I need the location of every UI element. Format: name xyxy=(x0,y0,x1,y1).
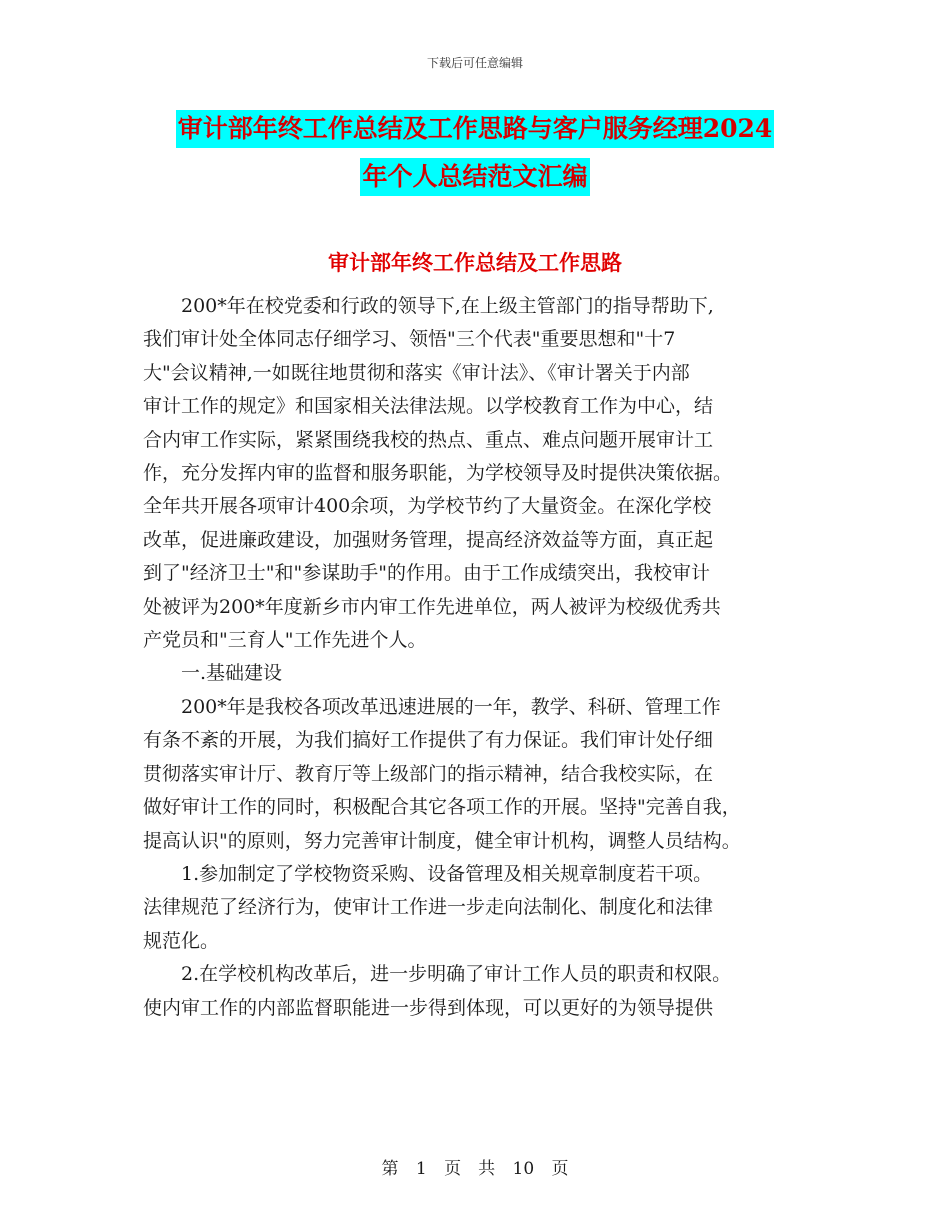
header-note: 下载后可任意编辑 xyxy=(426,56,523,70)
section-heading: 审计部年终工作总结及工作思路 xyxy=(328,250,622,275)
title-line-2: 年个人总结范文汇编 xyxy=(360,158,589,196)
paragraph: 200*年在校党委和行政的领导下,在上级主管部门的指导帮助下, 我们审计处全体同志仔细学习、领悟"三个代表"重要思想和"十7 大"会议精神,一如既往地贯彻和落实《审计法》、《审计署关于内部 审计工作的规定》和国家相关法律法规。以学校教育工作为中心，结 合内审工作实际，紧紧围绕我校的热点、重点、难点问题开展审计工 作，充分发挥内审的监督和服务职能，为学校领导及时提供决策依据。 全年共开展各项审计400余项，为学校节约了大量资金。在深化学校 改革，促进廉政建设，加强财务管理，提高经济效益等方面，真正起 到了"经济卫士"和"参谋助手"的作用。由于工作成绩突出，我校审计 处被评为200*年度新乡市内审工作先进单位，两人被评为校级优秀共 产党员和"三育人"工作先进个人。 xyxy=(143,295,733,652)
page-prefix: 第 xyxy=(381,1159,399,1179)
body-text xyxy=(143,290,833,1025)
paragraph: 1.参加制定了学校物资采购、设备管理及相关规章制度若干项。 法律规范了经济行为，使审计工作进一步走向法制化、制度化和法律 规范化。 xyxy=(143,862,714,952)
title-line-1: 审计部年终工作总结及工作思路与客户服务经理2024 xyxy=(176,110,775,148)
document-title xyxy=(0,110,950,206)
paragraph: 200*年是我校各项改革迅速进展的一年，教学、科研、管理工作 有条不紊的开展，为我们搞好工作提供了有力保证。我们审计处仔细 贯彻落实审计厅、教育厅等上级部门的指示精神，结合我校实际，在 做好审计工作的同时，积极配合其它各项工作的开展。坚持"完善自我， 提高认识"的原则，努力完善审计制度，健全审计机构，调整人员结构。 xyxy=(143,695,741,852)
paragraph: 一.基础建设 xyxy=(143,662,283,685)
paragraph: 2.在学校机构改革后，进一步明确了审计工作人员的职责和权限。 使内审工作的内部监督职能进一步得到体现，可以更好的为领导提供 xyxy=(143,963,732,1019)
page-footer xyxy=(0,1154,950,1179)
page-number: 1 xyxy=(415,1159,427,1179)
page-mid: 页 共 xyxy=(444,1159,496,1179)
page-suffix: 页 xyxy=(551,1159,569,1179)
page-total: 10 xyxy=(512,1159,535,1179)
